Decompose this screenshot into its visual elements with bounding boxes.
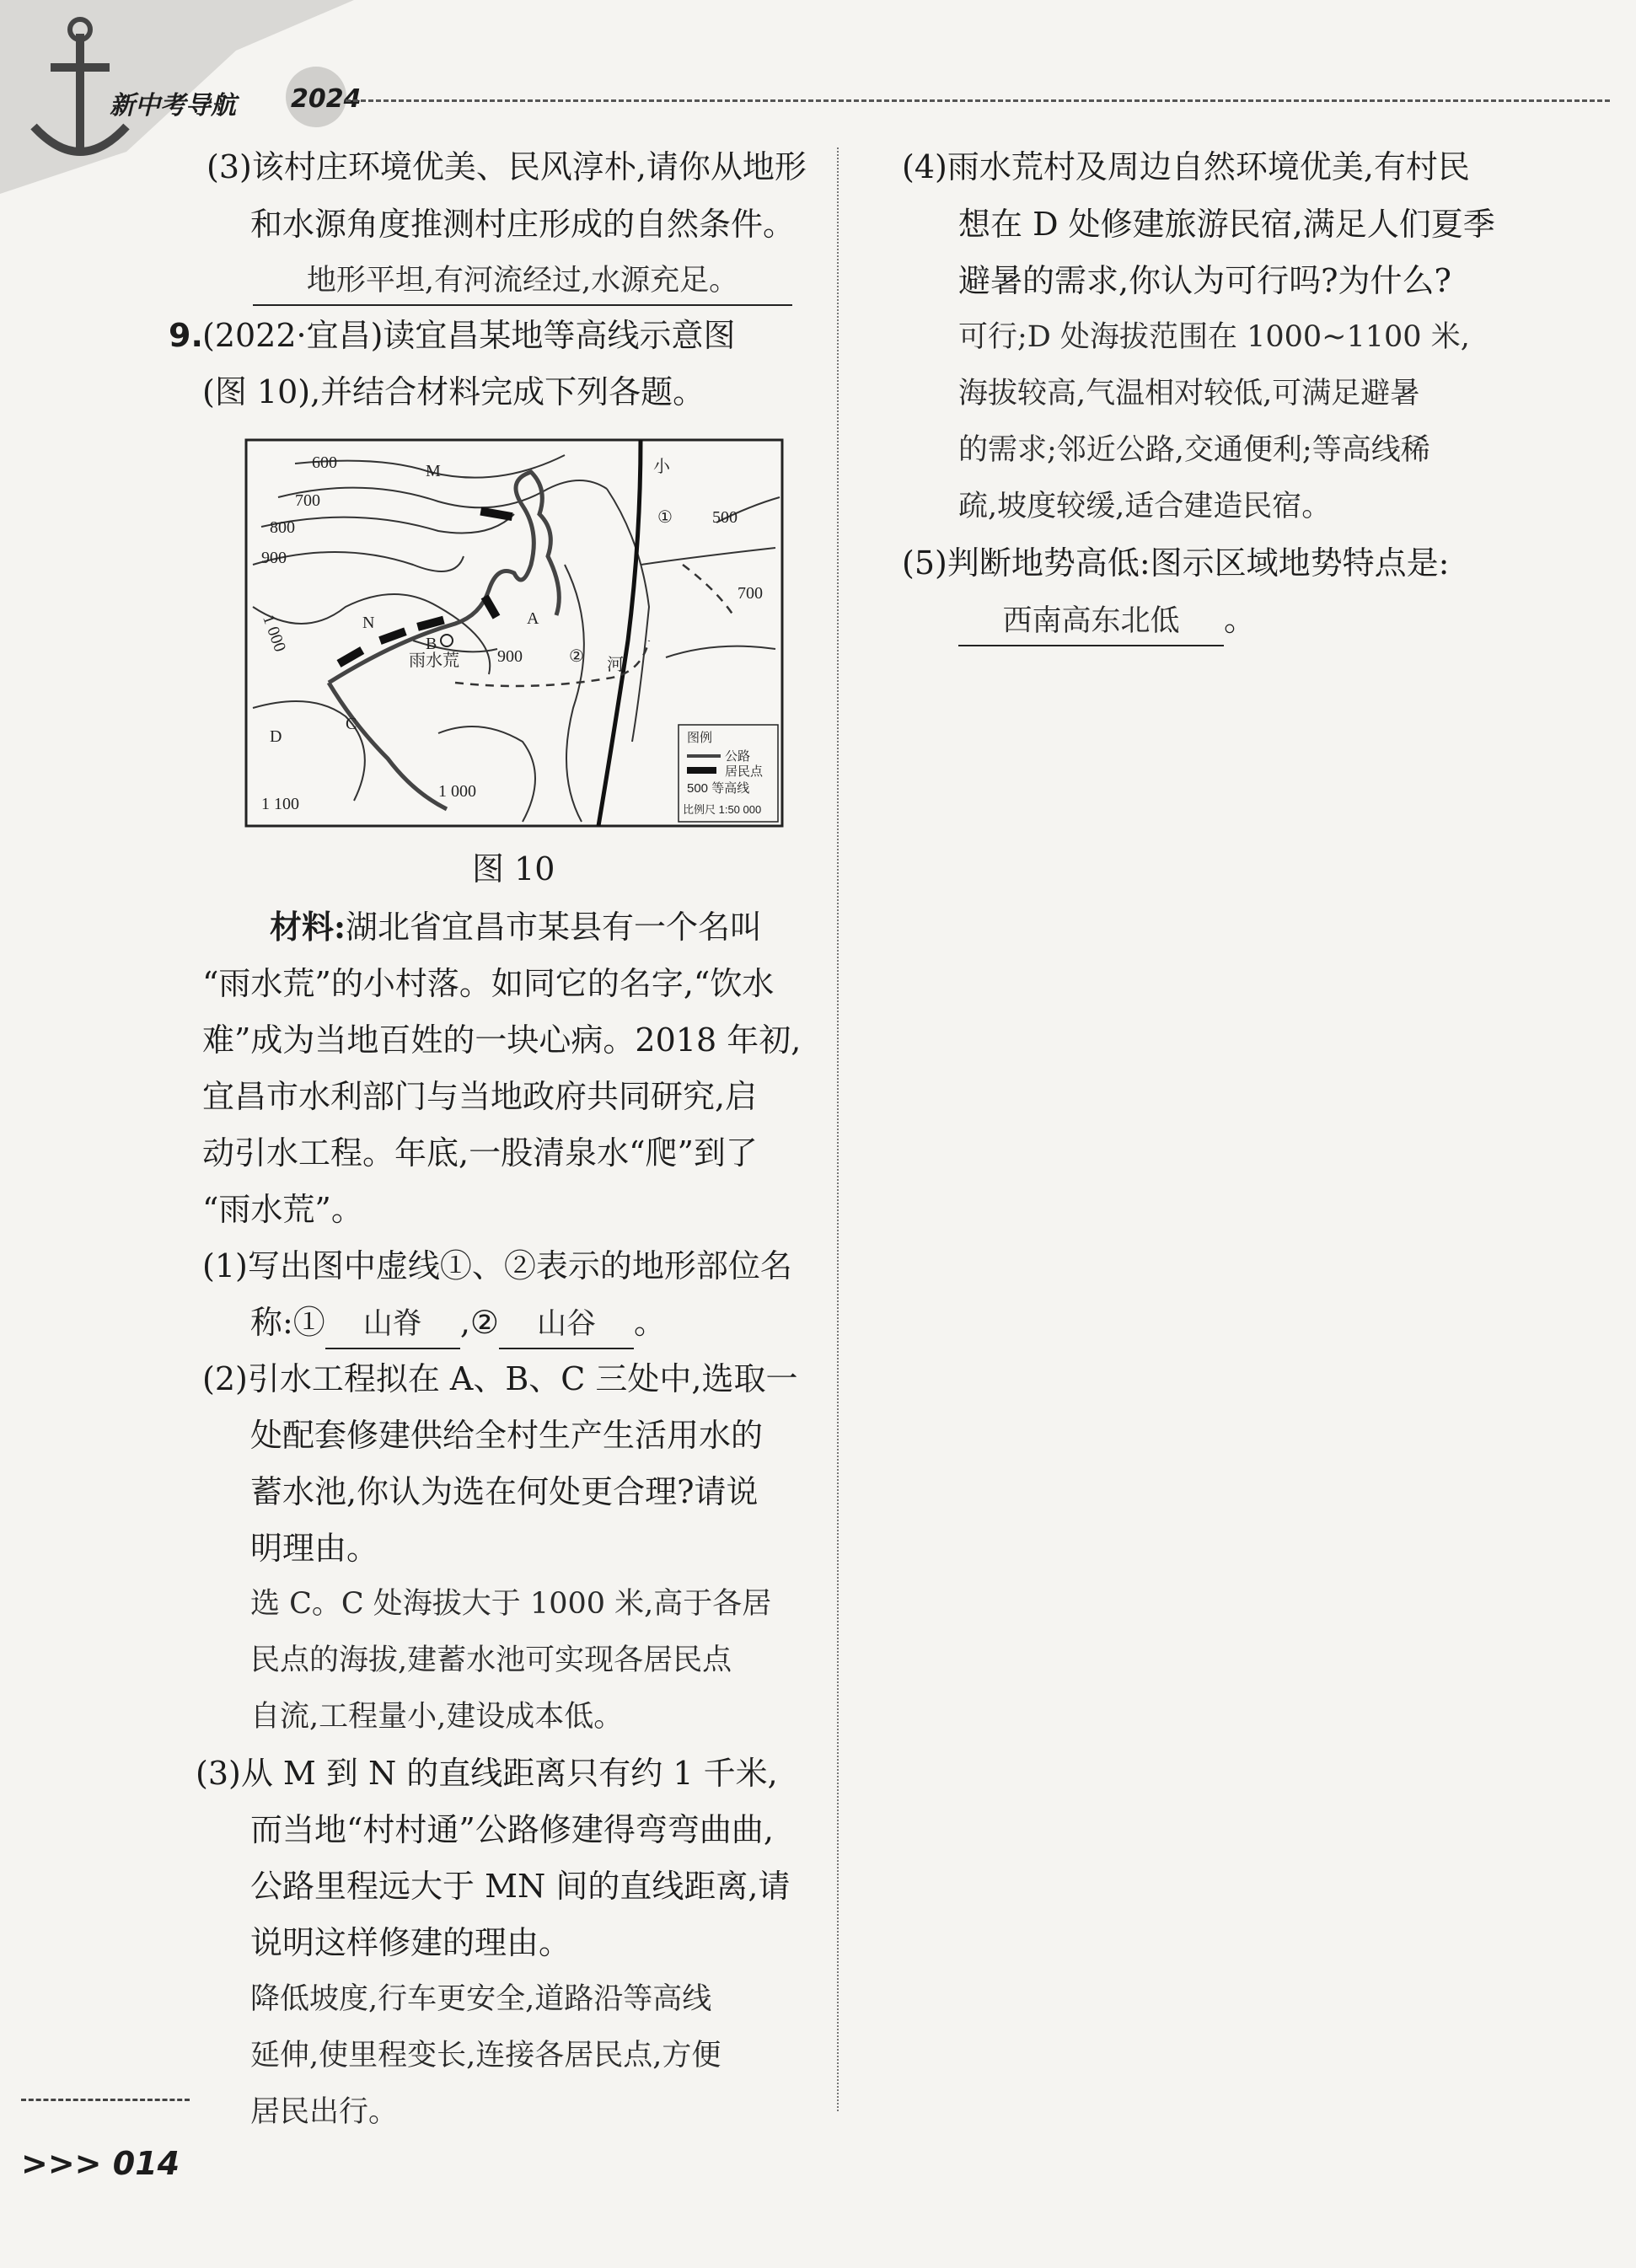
question-9-stem-line2: (图 10),并结合材料完成下列各题。	[202, 373, 705, 410]
q1-prefix: 称:①	[250, 1304, 325, 1341]
column-divider	[837, 147, 839, 2111]
q4-answer-line: 海拔较高,气温相对较低,可满足避暑	[958, 377, 1420, 410]
question-9-number: 9.	[169, 317, 203, 354]
question-9-stem-line1: (2022·宜昌)读宜昌某地等高线示意图	[202, 317, 736, 354]
point-label: A	[527, 609, 539, 628]
q4-line: 想在 D 处修建旅游民宿,满足人们夏季	[958, 206, 1495, 243]
q2-line: 蓄水池,你认为选在何处更合理?请说	[250, 1473, 759, 1510]
chevrons-icon: >>>	[21, 2145, 113, 2182]
contour-label: 800	[270, 518, 295, 537]
legend-road: 公路	[725, 749, 751, 764]
q3-prev-line2: 和水源角度推测村庄形成的自然条件。	[250, 206, 796, 243]
q2-answer-line: 选 C。C 处海拔大于 1000 米,高于各居	[250, 1587, 772, 1621]
contour-label: 500	[712, 508, 738, 527]
q3-line: 公路里程远大于 MN 间的直线距离,请	[250, 1868, 791, 1905]
q4-answer-line: 疏,坡度较缓,适合建造民宿。	[958, 490, 1332, 523]
brand-title: 新中考导航	[110, 91, 236, 121]
point-label: N	[362, 614, 375, 632]
contour-label: 900	[261, 549, 287, 567]
brand-year: 2024	[291, 84, 362, 114]
q4-line: (4)雨水荒村及周边自然环境优美,有村民	[902, 148, 1470, 185]
page-number-value: 014	[112, 2145, 180, 2182]
material-line: 湖北省宜昌市某县有一个名叫	[346, 909, 763, 946]
material-line: “雨水荒”。	[202, 1191, 363, 1228]
q4-answer-line: 可行;D 处海拔范围在 1000~1100 米,	[958, 320, 1470, 354]
q2-line: 明理由。	[250, 1530, 379, 1567]
material-line: “雨水荒”的小村落。如同它的名字,“饮水	[202, 965, 775, 1002]
q3-answer-line: 居民出行。	[250, 2095, 399, 2129]
q3-line: 而当地“村村通”公路修建得弯弯曲曲,	[250, 1811, 774, 1848]
contour-label: 600	[312, 453, 337, 472]
river-label: 小	[653, 458, 670, 476]
q3-line: 说明这样修建的理由。	[250, 1924, 571, 1961]
legend-title: 图例	[687, 731, 713, 745]
header-divider	[346, 99, 1610, 102]
river-label: 河	[607, 656, 624, 674]
q5-answer: 西南高东北低	[958, 598, 1224, 646]
q1-answer-2: 山谷	[499, 1300, 634, 1349]
legend-settlement: 居民点	[725, 764, 764, 779]
q4-answer-line: 的需求;邻近公路,交通便利;等高线稀	[958, 433, 1430, 467]
q2-answer-line: 自流,工程量小,建设成本低。	[250, 1700, 624, 1734]
material-line: 难”成为当地百姓的一块心病。2018 年初,	[202, 1021, 802, 1059]
q3-prev-answer: 地形平坦,有河流经过,水源充足。	[253, 257, 792, 306]
page-number	[21, 2145, 180, 2182]
contour-label: 700	[295, 491, 320, 510]
point-label: M	[426, 462, 441, 480]
village-label: 雨水荒	[409, 651, 459, 670]
line-1-label: ①	[657, 508, 673, 527]
material-label: 材料:	[270, 908, 346, 946]
contour-label: 1 000	[259, 612, 290, 655]
q2-line: (2)引水工程拟在 A、B、C 三处中,选取一	[202, 1360, 798, 1397]
point-label: C	[346, 715, 357, 733]
material-line: 动引水工程。年底,一股清泉水“爬”到了	[202, 1134, 758, 1172]
contour-map-figure	[244, 438, 784, 828]
legend-scale: 比例尺 1:50 000	[683, 803, 762, 816]
figure-caption: 图 10	[472, 850, 555, 887]
q3-answer-line: 降低坡度,行车更安全,道路沿等高线	[250, 1982, 712, 2016]
q3-prev-line1: (3)该村庄环境优美、民风淳朴,请你从地形	[207, 148, 807, 185]
contour-label: 900	[497, 647, 523, 666]
q4-line: 避暑的需求,你认为可行吗?为什么?	[958, 262, 1451, 299]
material-line: 宜昌市水利部门与当地政府共同研究,启	[202, 1078, 758, 1115]
point-label: D	[270, 727, 282, 746]
contour-label: 1 100	[261, 795, 299, 813]
q3-line: (3)从 M 到 N 的直线距离只有约 1 千米,	[196, 1755, 778, 1792]
q1-answer-1: 山脊	[325, 1300, 460, 1349]
point-label: B	[426, 635, 437, 653]
q5-end: 。	[1224, 601, 1257, 638]
legend-contour: 500 等高线	[687, 781, 750, 796]
line-2-label: ②	[569, 647, 584, 666]
contour-label: 700	[738, 584, 763, 603]
q5-stem: (5)判断地势高低:图示区域地势特点是:	[902, 544, 1450, 582]
q3-answer-line: 延伸,使里程变长,连接各居民点,方便	[250, 2039, 721, 2072]
q2-answer-line: 民点的海拔,建蓄水池可实现各居民点	[250, 1643, 732, 1677]
q1-stem: (1)写出图中虚线①、②表示的地形部位名	[202, 1247, 792, 1284]
contour-label: 1 000	[438, 782, 476, 801]
q2-line: 处配套修建供给全村生产生活用水的	[250, 1417, 764, 1454]
map-legend	[679, 725, 778, 822]
q1-end: 。	[633, 1304, 666, 1341]
footer-divider	[21, 2099, 190, 2101]
q1-mid: ,②	[459, 1304, 499, 1341]
